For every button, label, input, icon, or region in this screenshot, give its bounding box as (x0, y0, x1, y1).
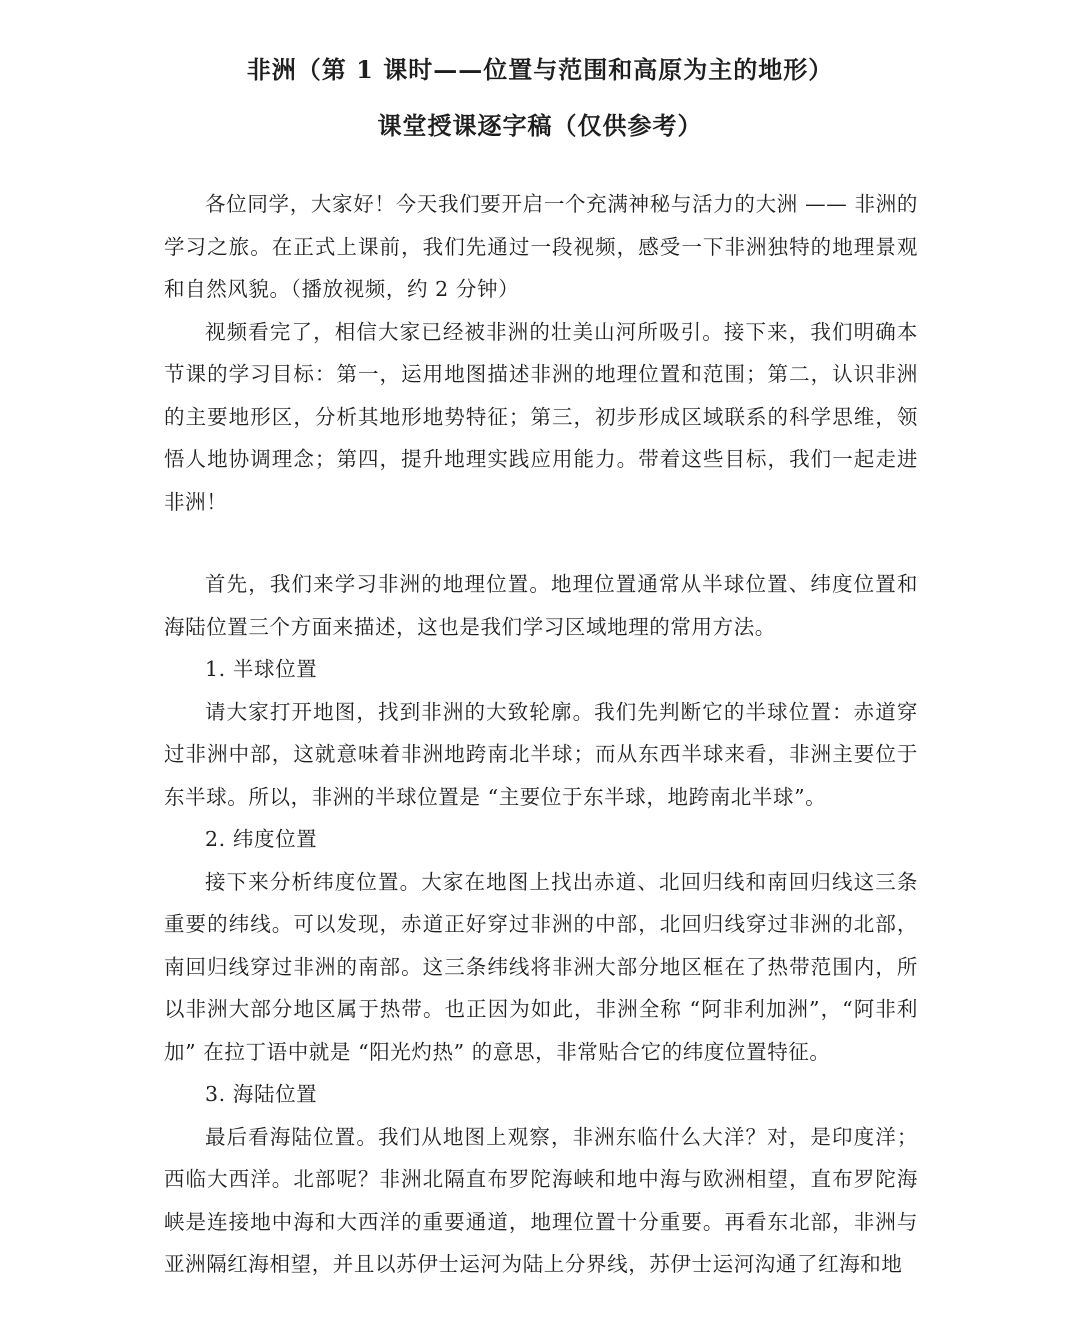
latitude-paragraph: 接下来分析纬度位置。大家在地图上找出赤道、北回归线和南回归线这三条重要的纬线。可以发现，赤道正好穿过非洲的中部，北回归线穿过非洲的北部，南回归线穿过非洲的南部。这三条纬线将非洲大部分地区框在了热带范围内，所以非洲大部分地区属于热带。也正因为如此，非洲全称 “阿非利加洲”，“阿非利加” 在拉丁语中就是 “阳光灼热” 的意思，非常贴合它的纬度位置特征。 (164, 869, 918, 1064)
location-section (164, 563, 918, 1286)
latitude-heading: 2. 纬度位置 (205, 827, 318, 851)
document-title: 非洲（第 1 课时——位置与范围和高原为主的地形） (246, 55, 834, 84)
intro-section (164, 183, 918, 523)
intro-paragraph-1: 各位同学，大家好！今天我们要开启一个充满神秘与活力的大洲 —— 非洲的学习之旅。在正式上课前，我们先通过一段视频，感受一下非洲独特的地理景观和自然风貌。（播放视频，约 2 分钟） (164, 192, 918, 301)
sea-land-heading: 3. 海陆位置 (205, 1082, 318, 1106)
sea-land-paragraph: 最后看海陆位置。我们从地图上观察，非洲东临什么大洋？对，是印度洋；西临大西洋。北部呢？非洲北隔直布罗陀海峡和地中海与欧洲相望，直布罗陀海峡是连接地中海和大西洋的重要通道，地理位置十分重要。再看东北部，非洲与亚洲隔红海相望，并且以苏伊士运河为陆上分界线，苏伊士运河沟通了红海和地 (164, 1124, 918, 1276)
hemisphere-heading: 1. 半球位置 (205, 657, 318, 681)
hemisphere-paragraph: 请大家打开地图，找到非洲的大致轮廓。我们先判断它的半球位置：赤道穿过非洲中部，这就意味着非洲地跨南北半球；而从东西半球来看，非洲主要位于东半球。所以，非洲的半球位置是 “主要位于东半球，地跨南北半球”。 (164, 699, 918, 809)
location-intro-paragraph: 首先，我们来学习非洲的地理位置。地理位置通常从半球位置、纬度位置和海陆位置三个方面来描述，这也是我们学习区域地理的常用方法。 (164, 572, 918, 639)
intro-paragraph-2: 视频看完了，相信大家已经被非洲的壮美山河所吸引。接下来，我们明确本节课的学习目标：第一，运用地图描述非洲的地理位置和范围；第二，认识非洲的主要地形区，分析其地形地势特征；第三，初步形成区域联系的科学思维，领悟人地协调理念；第四，提升地理实践应用能力。带着这些目标，我们一起走进非洲！ (164, 319, 918, 514)
document-subtitle: 课堂授课逐字稿（仅供参考） (377, 111, 703, 140)
